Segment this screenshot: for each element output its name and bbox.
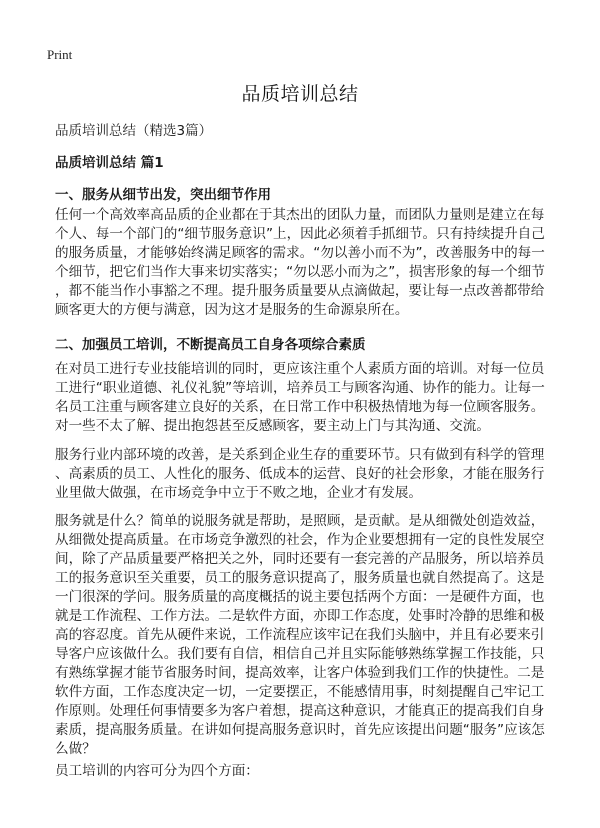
text-line: 么做？ (55, 741, 96, 757)
text-line: 素质，提高服务质量。在讲如何提高服务意识时，首先应该提出问题“服务”应该怎 (55, 722, 545, 738)
text-line: 就是工作流程、工作方法。二是软件方面，亦即工作态度，处事时冷静的思维和极 (55, 608, 545, 624)
text-line: 在对员工进行专业技能培训的同时，更应该注重个人素质方面的培训。对每一位员 (55, 361, 545, 377)
text-line: 员工培训的内容可分为四个方面： (55, 763, 259, 779)
text-line: 顾客更大的方便与满意，因为这才是服务的生命源泉所在。 (55, 302, 409, 318)
text-line: 对一些不太了解、提出抱怨甚至反感顾客，要主动上门与其沟通、交流。 (55, 418, 490, 434)
text-line: 名员工注重与顾客建立良好的关系，在日常工作中积极热情地为每一位顾客服务。 (55, 399, 545, 415)
text-line: 服务就是什么？简单的说服务就是帮助，是照顾，是贡献。是从细微处创造效益， (55, 513, 545, 529)
text-line: 工的报务意识至关重要，员工的服务意识提高了，服务质量也就自然提高了。这是 (55, 570, 545, 586)
text-line: 服务行业内部环境的改善，是关系到企业生存的重要环节。只有做到有科学的管理 (55, 447, 545, 463)
text-line: 业里做大做强，在市场竞争中立于不败之地，企业才有发展。 (55, 485, 423, 501)
part-heading: 品质培训总结 篇1 (55, 155, 164, 171)
text-line: 个细节，把它们当作大事来切实落实；“勿以恶小而为之”，损害形象的每一个细节 (55, 264, 545, 280)
section-2-paragraph-1 (55, 360, 547, 436)
print-label: Print (47, 47, 73, 62)
document-subtitle: 品质培训总结（精选3篇） (55, 123, 213, 139)
text-line: 一门很深的学问。服务质量的高度概括的说主要包括两个方面：一是硬件方面，也 (55, 589, 545, 605)
text-line: 高的容忍度。首先从硬件来说，工作流程应该牢记在我们头脑中，并且有必要来引 (55, 627, 545, 643)
section-1-paragraph (55, 206, 547, 320)
section-2-paragraph-3 (55, 512, 547, 759)
section-1-heading: 一、服务从细节出发，突出细节作用 (55, 187, 271, 203)
document-title: 品质培训总结 (241, 83, 359, 105)
text-line: 个人、每一个部门的“细节服务意识”上，因此必须着手抓细节。只有持续提升自己 (55, 226, 545, 242)
text-line: 软件方面，工作态度决定一切，一定要摆正，不能感情用事，时刻提醒自己牢记工 (55, 684, 545, 700)
text-line: 从细微处提高质量。在市场竞争激烈的社会，作为企业要想拥有一定的良性发展空 (55, 532, 545, 548)
text-line: 任何一个高效率高品质的企业都在于其杰出的团队力量，而团队力量则是建立在每 (55, 207, 545, 223)
section-2-heading: 二、加强员工培训，不断提高员工自身各项综合素质 (55, 337, 366, 353)
text-line: 工进行“职业道德、礼仪礼貌”等培训，培养员工与顾客沟通、协作的能力。让每一 (55, 380, 545, 396)
text-line: 有熟练掌握才能节省服务时间，提高效率，让客户体验到我们工作的快捷性。二是 (55, 665, 545, 681)
text-line: 的服务质量，才能够始终满足顾客的需求。“勿以善小而不为”，改善服务中的每一 (55, 245, 545, 261)
text-line: 、高素质的员工、人性化的服务、低成本的运营、良好的社会形象，才能在服务行 (55, 466, 545, 482)
text-line: 导客户应该做什么。我们要有自信，相信自己并且实际能够熟练掌握工作技能，只 (55, 646, 545, 662)
section-2-paragraph-4 (55, 762, 547, 781)
text-line: 间，除了产品质量要严格把关之外，同时还要有一套完善的产品服务，所以培养员 (55, 551, 545, 567)
section-2-paragraph-2 (55, 446, 547, 503)
text-line: 作原则。处理任何事情要多为客户着想，提高这种意识，才能真正的提高我们自身 (55, 703, 545, 719)
text-line: ，都不能当作小事豁之不理。提升服务质量要从点滴做起，要让每一点改善都带给 (55, 283, 545, 299)
